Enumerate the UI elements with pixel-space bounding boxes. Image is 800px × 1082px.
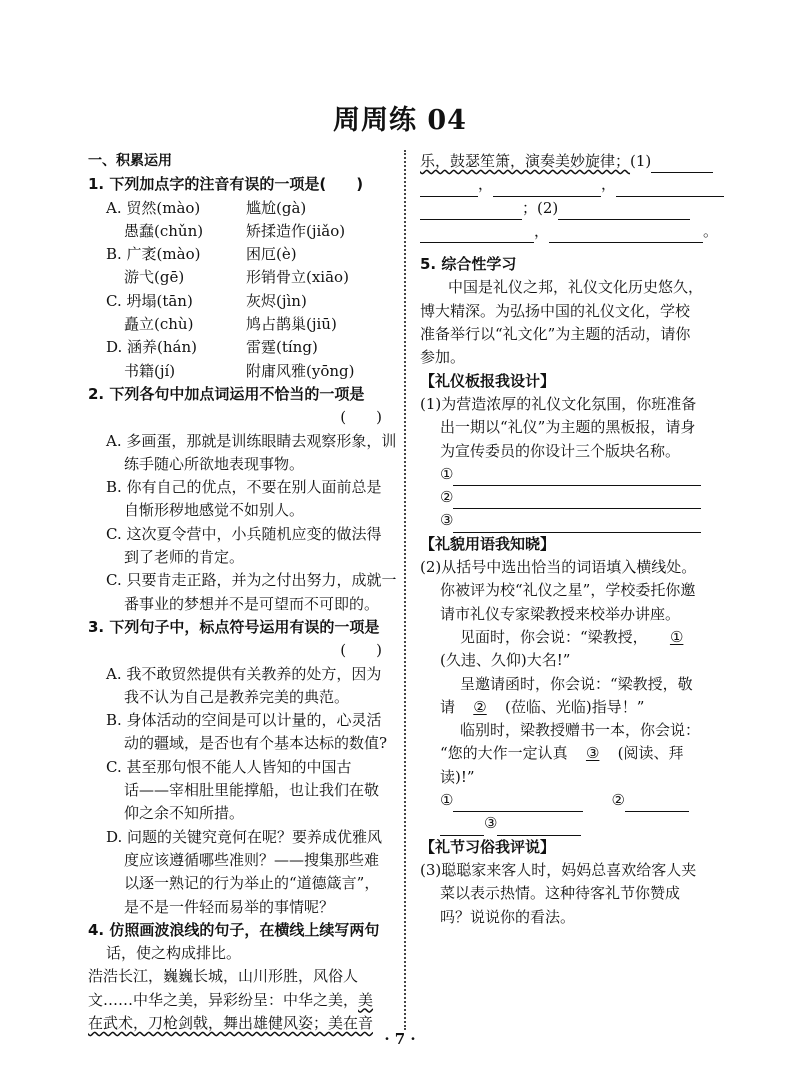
q3-option-d: D. 问题的关键究竟何在呢？要养成优雅风 [106,827,383,846]
page-title: 周周练 04 [333,105,467,136]
q1-option-a-cont: 愚蠢(chǔn) 矫揉造作(jiǎo) [124,221,346,240]
answer-line[interactable] [453,492,701,509]
q5-part3-line3: 吗？说说你的看法。 [440,907,576,926]
q4-blank[interactable] [651,156,713,173]
q5-invite-line: 呈邀请函时，你会说：“梁教授，敬 [460,674,693,693]
q1-stem: 1. 下列加点字的注音有误的一项是( ) [88,175,364,194]
page-number: · 7 · [384,1030,416,1048]
q1-option-a: A. 贸然(mào) 尴尬(gà) [106,198,307,217]
q5-answers-row2: ③ [420,812,724,835]
q4-passage-line1: 浩浩长江，巍巍长城，山川形胜，风俗人 [88,967,359,986]
q5-heading-3: 【礼节习俗我评说】 [420,837,556,856]
q5-part-line: 临别时，梁教授赠书一本，你会说： [460,721,701,740]
q5-part2-line1: (2)从括号中选出恰当的词语填入横线处。 [420,558,697,577]
q3-option-d-cont: 度应该遵循哪些准则？——搜集那些难 [124,850,380,869]
q3-option-a-cont: 我不认为自己是教养完美的典范。 [124,687,350,706]
q4-blank[interactable] [420,180,478,197]
q5-part-line3: 读)!” [440,767,475,786]
q4-blank[interactable] [549,226,703,243]
section-heading: 一、积累运用 [88,153,172,169]
q5-part1-line3: 为宣传委员的你设计三个版块名称。 [440,441,681,460]
right-column [420,150,724,929]
answer-line[interactable] [625,795,689,812]
q2-stem: 2. 下列各句中加点词运用不恰当的一项是 [88,384,365,403]
q5-intro-line1: 中国是礼仪之邦，礼仪文化历史悠久， [448,278,704,297]
column-divider [404,150,406,1030]
answer-line[interactable] [453,795,583,812]
q4-answer-row3: ；(2) [420,197,724,220]
q5-invite-line2: 请 ② (莅临、光临)指导！” [440,697,645,716]
q2-option-a-cont: 练手随心所欲地表现事物。 [124,454,305,473]
q3-option-b-cont: 动的疆域，是否也有个基本达标的数值? [124,734,388,753]
q5-stem: 5. 综合性学习 [420,255,517,274]
q3-answer-paren: ( ) [340,641,382,660]
q4-blank[interactable] [493,180,601,197]
q3-option-c-cont2: 仰之余不知所措。 [124,804,245,823]
q3-option-c-cont: 话——宰相肚里能撑船，也让我们在敬 [124,781,380,800]
q5-intro-line3: 准备举行以“礼文化”为主题的活动，请你 [420,325,691,344]
q4-answer-row4: ， 。 [420,220,724,243]
q4-passage-line4: 乐，鼓瑟笙箫，演奏美妙旋律；(1) [420,150,724,173]
q5-meet-line2: (久违、久仰)大名!” [440,651,571,670]
answer-line[interactable] [453,516,701,533]
q4-stem-cont: 话，使之构成排比。 [106,944,242,963]
q5-answer-2: ② [420,486,724,509]
q3-stem: 3. 下列句子中，标点符号运用有误的一项是 [88,617,380,636]
q5-part2-line3: 请市礼仪专家梁教授来校举办讲座。 [440,604,681,623]
q5-heading-1: 【礼仪板报我设计】 [420,371,556,390]
q2-option-a: A. 多画蛋，那就是训练眼睛去观察形象，训 [106,431,397,450]
q5-intro-line4: 参加。 [420,348,466,367]
q1-option-d: D. 涵养(hán) 雷霆(tíng) [106,338,318,357]
q2-option-b: B. 你有自己的优点，不要在别人面前总是 [106,478,382,497]
q4-blank[interactable] [558,203,690,220]
q4-blank[interactable] [420,203,522,220]
q2-option-c: C. 这次夏令营中，小兵随机应变的做法得 [106,524,382,543]
q5-intro-line2: 博大精深。为弘扬中国的礼仪文化，学校 [420,301,691,320]
q5-part1-line1: (1)为营造浓厚的礼仪文化氛围，你班准备 [420,394,697,413]
q5-answers-row1: ① ② [420,789,724,812]
q5-part-line2: “您的大作一定认真 ③ (阅读、拜 [440,744,684,763]
q1-option-b-cont: 游弋(gē) 形销骨立(xiāo) [124,268,349,287]
q4-answer-row2: ， ， [420,173,724,196]
q5-meet-line: 见面时，你会说：“梁教授， ① [460,627,684,646]
q2-option-c-cont: 到了老师的肯定。 [124,548,245,567]
q1-option-c: C. 坍塌(tān) 灰烬(jìn) [106,291,307,310]
q5-answer-1: ① [420,463,724,486]
answer-line[interactable] [497,819,581,836]
q4-blank[interactable] [616,180,724,197]
q1-option-b: B. 广袤(mào) 困厄(è) [106,245,297,264]
q2-option-b-cont: 自惭形秽地感觉不如别人。 [124,501,305,520]
q3-option-a: A. 我不敢贸然提供有关教养的处方，因为 [106,664,382,683]
q2-option-d: C. 只要肯走正路，并为之付出努力，成就一 [106,571,397,590]
q4-stem: 4. 仿照画波浪线的句子，在横线上续写两句 [88,920,380,939]
q4-blank[interactable] [420,226,534,243]
q3-option-d-cont2: 以逐一熟记的行为举止的“道德箴言”， [124,874,380,893]
q5-part2-line2: 你被评为校“礼仪之星”，学校委托你邀 [440,581,696,600]
q3-option-c: C. 甚至那句恨不能人人皆知的中国古 [106,757,352,776]
q3-option-d-cont3: 是不是一件轻而易举的事情呢？ [124,897,335,916]
q1-option-c-cont: 矗立(chù) 鸠占鹊巢(jiū) [124,315,337,334]
answer-line[interactable] [440,819,484,836]
q2-answer-paren: ( ) [340,408,382,427]
q5-part3-line2: 菜以表示热情。这种待客礼节你赞成 [440,884,681,903]
left-column [88,150,397,1035]
q5-answer-3: ③ [420,509,724,532]
q5-heading-2: 【礼貌用语我知晓】 [420,534,556,553]
q4-passage-line3: 在武术，刀枪剑戟，舞出雄健风姿；美在音 [88,1013,374,1032]
q5-part1-line2: 出一期以“礼仪”为主题的黑板报，请身 [440,418,696,437]
q2-option-d-cont: 番事业的梦想并不是可望而不可即的。 [124,594,380,613]
q4-passage-line2: 文……中华之美，异彩纷呈：中华之美，美 [88,990,374,1009]
answer-line[interactable] [453,469,701,486]
q3-option-b: B. 身体活动的空间是可以计量的，心灵活 [106,711,382,730]
q1-option-d-cont: 书籍(jí) 附庸风雅(yōng) [124,361,355,380]
q5-part3-line1: (3)聪聪家来客人时，妈妈总喜欢给客人夹 [420,860,697,879]
